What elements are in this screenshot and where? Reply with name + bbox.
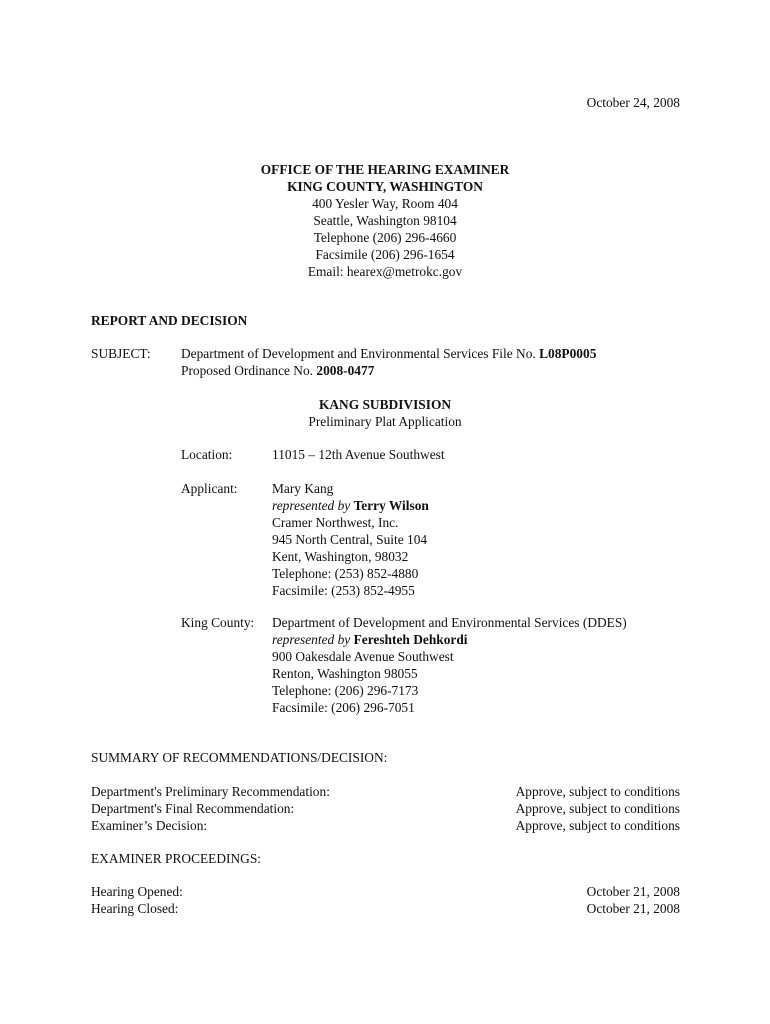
document-date: October 24, 2008 [586,95,680,110]
office-email: Email: hearex@metrokc.gov [307,264,463,279]
office-address: 400 Yesler Way, Room 404 [312,196,458,211]
summary-row-value: Approve, subject to conditions [515,801,680,816]
represented-by-text: represented by [272,498,351,513]
applicant-name: Mary Kang [272,481,334,496]
office-facsimile: Facsimile (206) 296-1654 [315,247,455,262]
proceedings-row-label: Hearing Closed: [91,901,179,916]
king-county-dept: Department of Development and Environmental Services (DDES) [272,615,627,630]
applicant-facsimile: Facsimile: (253) 852-4955 [272,583,415,598]
summary-heading: SUMMARY OF RECOMMENDATIONS/DECISION: [91,750,388,765]
applicant-label: Applicant: [181,481,238,496]
summary-row-value: Approve, subject to conditions [515,784,680,799]
file-number: L08P0005 [539,346,597,361]
summary-row-value: Approve, subject to conditions [515,818,680,833]
king-county-city: Renton, Washington 98055 [272,666,418,681]
proceedings-row-value: October 21, 2008 [586,884,680,899]
proceedings-row-label: Hearing Opened: [91,884,183,899]
king-county-telephone: Telephone: (206) 296-7173 [272,683,419,698]
subject-line-1-text: Department of Development and Environmental Services File No. [181,346,540,361]
summary-row-label: Examiner’s Decision: [91,818,208,833]
proceedings-row-value: October 21, 2008 [586,901,680,916]
ordinance-number: 2008-0477 [316,363,375,378]
applicant-representative [272,497,429,514]
applicant-company: Cramer Northwest, Inc. [272,515,399,530]
king-county-facsimile: Facsimile: (206) 296-7051 [272,700,415,715]
king-county-label: King County: [181,615,255,630]
project-title: KANG SUBDIVISION [318,397,452,412]
king-county-representative [272,631,627,648]
applicant-rep-name: Terry Wilson [353,498,429,513]
applicant-address: 945 North Central, Suite 104 [272,532,428,547]
subject-line-2 [181,362,374,379]
applicant-block [272,480,429,599]
king-county-rep-name: Fereshteh Dehkordi [353,632,468,647]
applicant-telephone: Telephone: (253) 852-4880 [272,566,419,581]
location-value: 11015 – 12th Avenue Southwest [272,447,445,462]
subject-label: SUBJECT: [91,346,151,361]
summary-row-label: Department's Final Recommendation: [91,801,295,816]
office-county: KING COUNTY, WASHINGTON [287,179,483,194]
office-telephone: Telephone (206) 296-4660 [313,230,457,245]
office-city: Seattle, Washington 98104 [313,213,457,228]
applicant-city: Kent, Washington, 98032 [272,549,409,564]
office-name: OFFICE OF THE HEARING EXAMINER [260,162,510,177]
project-subtitle: Preliminary Plat Application [308,414,462,429]
report-heading: REPORT AND DECISION [91,313,248,328]
represented-by-text: represented by [272,632,351,647]
office-header [0,161,770,280]
summary-row-label: Department's Preliminary Recommendation: [91,784,330,799]
project-heading [0,396,770,430]
location-label: Location: [181,447,233,462]
subject-line-1 [181,345,596,362]
proceedings-heading: EXAMINER PROCEEDINGS: [91,851,261,866]
king-county-address: 900 Oakesdale Avenue Southwest [272,649,454,664]
king-county-block [272,614,627,716]
subject-line-2-text: Proposed Ordinance No. [181,363,317,378]
